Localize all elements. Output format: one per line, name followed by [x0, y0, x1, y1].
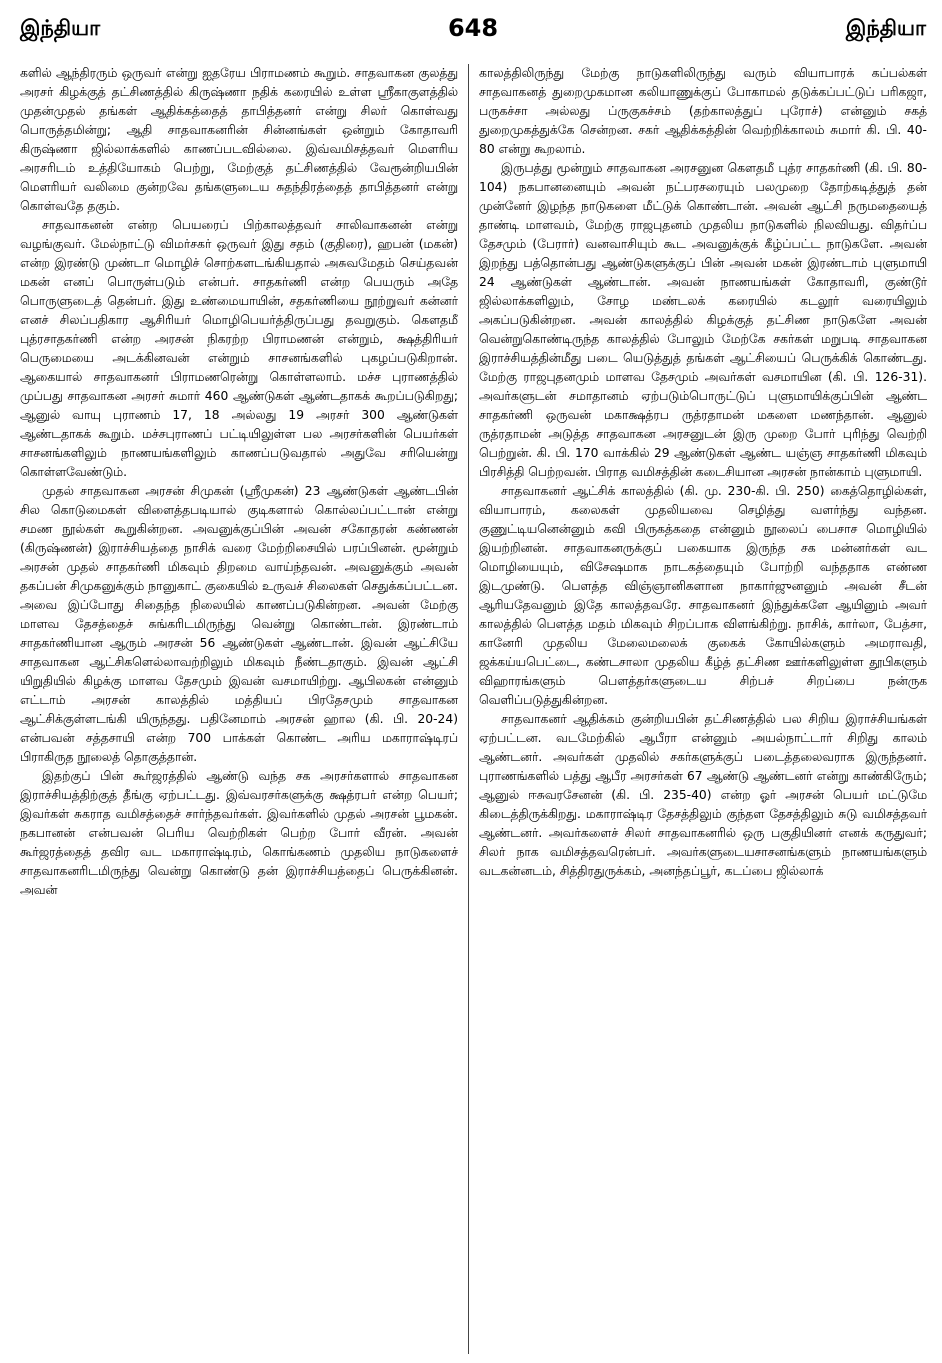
running-head-left: இந்தியா: [20, 16, 101, 40]
running-head-right: இந்தியா: [845, 16, 926, 40]
paragraph: களில் ஆந்திரரும் ஒருவர் என்று ஐதரேய பிராமணம் கூறும். சாதவாகன குலத்து அரசர் கிழக்குத் தட்சிணத்தில் கிருஷ்ணா நதிக் கரையில் உள்ள ஸ்ரீகாகுளத்தில் முதன்முதல் தங்கள் ஆதிக்கத்தைத் தாபித்தனர் என்று சிலர் கொள்வது பொருத்தமின்று; ஆதி சாதவாகனரின் சின்னங்கள் ஒன்றும் கோதாவரி கிருஷ்ணா ஜில்லாக்களில் காணப்படவில்லை. இவ்வமிசத்தவர் மௌரிய அரசரிடம் உத்தியோகம் பெற்று, மேற்குத் தட்சிணத்தில் வேரூன்றியபின் மௌரியர் வலிமை குன்றவே தங்களுடைய சுதந்திரத்தைத் தாபித்தனர் என்று கொள்வதே தகும்.: [20, 66, 458, 213]
paragraph: இருபத்து மூன்றும் சாதவாகன அரசனுன கௌதமீ புத்ர சாதகர்ணி (கி. பி. 80-104) நகபானனையும் அவன் நட்பரசரையும் பலமுறை தோற்கடித்துத் தன் முன்னேர் இழந்த நாடுகளை மீட்டுக் கொண்டான். அவன் ஆட்சி நருமதையைத் தாண்டி மாளவம், மேற்கு ராஜபுதனம் முதலிய நாடுகளில் நிலவியது. விதர்ப்ப தேசமும் (பேரார்) வனவாசியும் கூட அவனுக்குக் கீழ்ப்பட்ட நாடுகளே. அவன் இறந்து பத்தொன்பது ஆண்டுகளுக்குப் பின் அவன் மகன் இரண்டாம் புளுமாயி 24 ஆண்டுகள் ஆண்டான். அவன் நாணயங்கள் கோதாவரி, குண்டூர் ஜில்லாக்களிலும், சோழ மண்டலக் கரையில் கடலூர் வரையிலும் அகப்படுகின்றன. அவன் காலத்தில் கிழக்குத் தட்சிண நாடுகளே அவன் வென்றுகொண்டிருந்த காலத்தில் போலும் மேற்கே சகர்கள் மறுபடி சாதவாகன இராச்சியத்தின்மீது படை யெடுத்துத் தங்கள் ஆட்சியைப் பெருக்கிக் கொண்டது. மேற்கு ராஜபுதனமும் மாளவ தேசமும் அவர்கள் வசமாயின (கி. பி. 126-31). அவர்களுடன் சமாதானம் ஏற்படும்பொருட்டுப் புளுமாயிக்குப்பின் ஆண்ட சாதகர்ணி ஒருவன் மகாக்ஷத்ரப ருத்ரதாமன் மகளை மணந்தான். ஆனுல் ருத்ரதாமன் அடுத்த சாதவாகன அரசனுடன் இரு முறை போர் புரிந்து வெற்றி பெற்றுன். கி. பி. 170 வாக்கில் 29 ஆண்டுகள் ஆண்ட யஞ்ஞ சாதகர்ணி மிகவும் பிரசித்தி பெற்றவன். பிராத வமிசத்தின் கடைசியான அரசன் நான்காம் புளுமாயி.: [479, 161, 927, 479]
running-head: [20, 8, 926, 48]
paragraph: காலத்திலிருந்து மேற்கு நாடுகளிலிருந்து வரும் வியாபாரக் கப்பல்கள் சாதவாகனத் துறைமுகமான கலியாணுக்குப் போகாமல் தடுக்கப்பட்டுப் பரிகஜா, பருகச்சா அல்லது ப்ருகுகச்சம் (தற்காலத்துப் புரோச்) என்னும் சகத் துறைமுகத்துக்கே சென்றன. சகர் ஆதிக்கத்தின் வெற்றிக்காலம் சுமார் கி. பி. 40-80 என்று கூறலாம்.: [479, 66, 927, 156]
page-number: 648: [447, 14, 499, 42]
right-column: [479, 64, 927, 1360]
paragraph: சாதவாகனர் ஆட்சிக் காலத்தில் (கி. மு. 230-கி. பி. 250) கைத்தொழில்கள், வியாபாரம், கலைகள் முதலியவை செழித்து வளர்ந்து வந்தன. குணுட்டியனென்னும் கவி பிருகத்கதை என்னும் நூலைப் பைசாச மொழியில் இயற்றினன். சாதவாகனருக்குப் பகையாக இருந்த சக மன்னர்கள் வட மொழியையும், விசேஷமாக நாடகத்தையும் போற்றி வந்ததாக எண்ண இடமுண்டு. பௌத்த விஞ்ஞானிகளான நாகார்ஜுனனும் அவன் சீடன் ஆரியதேவனும் இதே காலத்தவரே. சாதவாகனர் இந்துக்களே ஆயினும் அவர் காலத்தில் பௌத்த மதம் மிகவும் சிறப்பாக விளங்கிற்று. நாசிக், கார்லா, பேத்சா, கானேரி முதலிய மேலைமலைக் குகைக் கோயில்களும் அமராவதி, ஜக்கய்யபெட்டை, கண்டசாலா முதலிய கீழ்த் தட்சிண ஊர்களிலுள்ள தூபிகளும் விஹாரங்களும் பௌத்தர்களுடைய சிற்பச் சிறப்பை நன்ருக வெளிப்படுத்துகின்றன.: [479, 484, 927, 707]
paragraph: இதற்குப் பின் கூர்ஜரத்தில் ஆண்டு வந்த சக அரசர்களால் சாதவாகன இராச்சியத்திற்குத் தீங்கு ஏற்பட்டது. இவ்வரசர்களுக்கு க்ஷத்ரபர் என்ற பெயர்; இவர்கள் சுகராத வமிசத்தைச் சார்ந்தவர்கள். இவர்களில் முதல் அரசன் பூமகன். நகபானன் என்பவன் பெரிய வெற்றிகள் பெற்ற போர் வீரன். அவன் கூர்ஜரத்தைத் தவிர வட மகாராஷ்டிரம், கொங்கணம் முதலிய நாடுகளைச் சாதவாகனரிடமிருந்து வென்று கொண்டு தன் இராச்சியத்தைப் பெருக்கினன். அவன்: [20, 769, 458, 897]
paragraph: முதல் சாதவாகன அரசன் சிமுகன் (ஸ்ரீமுகன்) 23 ஆண்டுகள் ஆண்டபின் சில கொடுமைகள் விளைத்தபடியால் குடிகளால் கொல்லப்பட்டான் என்று சமண நூல்கள் கூறுகின்றன. அவனுக்குப்பின் அவன் சகோதரன் கண்ணன் (கிருஷ்ணன்) இராச்சியத்தை நாசிக் வரை மேற்றிசையில் பரப்பினன். மூன்றும் அரசன் முதல் சாதகர்ணி மிகவும் திறமை வாய்ந்தவன். அவனுக்கும் அவன் தகப்பன் சிமுகனுக்கும் நானுகாட் குகையில் உருவச் சிலைகள் செதுக்கப்பட்டன. அவை இப்போது சிதைந்த நிலையில் காணப்படுகின்றன. அவன் மேற்கு மாளவ தேசத்தைச் சுங்கரிடமிருந்து வென்று கொண்டான். இரண்டாம் சாதகர்ணியான ஆரும் அரசன் 56 ஆண்டுகள் ஆண்டான். இவன் ஆட்சியே சாதவாகன ஆட்சிகளெல்லாவற்றிலும் மிகவும் நீண்டதாகும். இவன் ஆட்சி யிறுதியில் கிழக்கு மாளவ தேசமும் இவன் வசமாயிற்று. ஆபிலகன் என்னும் எட்டாம் அரசன் காலத்தில் மத்தியப் பிரதேசமும் சாதவாகன ஆட்சிக்குள்ளடங்கி யிருந்தது. பதினேமாம் அரசன் ஹால (கி. பி. 20-24) என்பவன் சத்தசாயி என்ற 700 பாக்கள் கொண்ட அரிய மகாராஷ்டிரப் பிராகிருத நூலைத் தொகுத்தான்.: [20, 484, 458, 764]
paragraph: சாதவாகனன் என்ற பெயரைப் பிற்காலத்தவர் சாலிவாகனன் என்று வழங்குவர். மேல்நாட்டு விமர்சகர் ஒருவர் இது சதம் (குதிரை), ஹபன் (மகன்) என்ற இரண்டு முண்டா மொழிச் சொற்களடங்கியதால் அசுவமேதம் செய்தவன் மகன் எனப் பொருள்படும் என்பர். சாதகர்ணி என்ற பெயரும் அதே பொருளுடைத் தென்பர். இது உண்மையாயின், சதகர்ணியை நூற்றுவர் கன்னர் எனச் சிலப்பதிகார ஆசிரியர் மொழிபெயர்த்திருப்பது தவறுகும். கௌதமீ புத்ரசாதகர்ணி என்ற அரசன் நிகரற்ற பிராமணன் என்றும், க்ஷத்திரியர் பெருமையை அடக்கினவன் என்றும் சாசனங்களில் புகழப்படுகிறான். ஆகையால் சாதவாகனர் பிராமணரென்று கொள்ளலாம். மச்ச புராணத்தில் முப்பது சாதவாகன அரசர் சுமார் 460 ஆண்டுகள் ஆண்டதாகக் கூறப்படுகிறது; ஆனுல் வாயு புராணம் 17, 18 அல்லது 19 அரசர் 300 ஆண்டுகள் ஆண்டதாகக் கூறும். மச்சபுராணப் பட்டியிலுள்ள பல அரசர்களின் பெயர்கள் சாசனங்களிலும் நாணயங்களிலும் காணப்படுவதால் அதுவே சரியென்று கொள்ளவேண்டும்.: [20, 218, 458, 479]
paragraph: சாதவாகனர் ஆதிக்கம் குன்றியபின் தட்சிணத்தில் பல சிறிய இராச்சியங்கள் ஏற்பட்டன. வடமேற்கில் ஆபீரா என்னும் அயல்நாட்டார் சிறிது காலம் ஆண்டனர். அவர்கள் முதலில் சகர்களுக்குப் படைத்தலைவராக இருந்தனர். புராணங்களில் பத்து ஆபீர அரசர்கள் 67 ஆண்டு ஆண்டனர் என்று காண்கிருேம்; ஆனுல் ஈசுவரசேனன் (கி. பி. 235-40) என்ற ஓர் அரசன் பெயர் மட்டுமே கிடைத்திருக்கிறது. மகாராஷ்டிர தேசத்திலும் குந்தள தேசத்திலும் சுடு வமிசத்தவர் ஆண்டனர். அவர்களைச் சிலர் சாதவாகனரில் ஒரு பகுதியினர் எனக் கருதுவர்; சிலர் நாக வமிசத்தவரென்பர். அவர்களுடையசாசனங்களும் நாணயங்களும் வடகன்னடம், சித்திரதுருக்கம், அனந்தப்பூர், கடப்பை ஜில்லாக்: [479, 712, 927, 878]
column-divider: [468, 64, 469, 1354]
left-column: [20, 64, 458, 1360]
